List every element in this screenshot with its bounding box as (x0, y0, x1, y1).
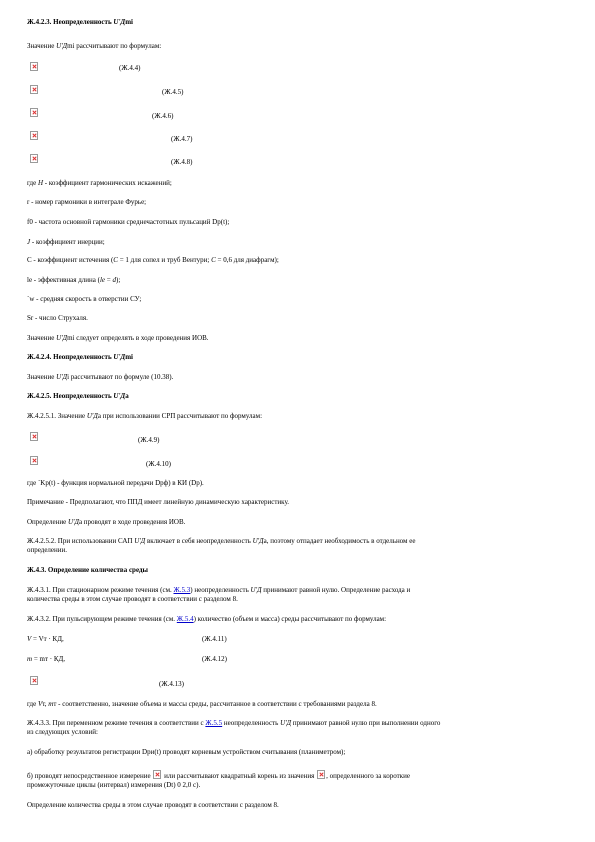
section-heading-zh424: Ж.4.2.4. Неопределенность U'Дmi (27, 353, 133, 361)
paragraph-formulas-intro: Значение U'Дmi рассчитывают по формулам: (27, 42, 162, 50)
broken-image-icon (30, 456, 38, 465)
equation-number: (Ж.4.4) (119, 64, 141, 72)
equation-number: (Ж.4.9) (138, 436, 160, 444)
paragraph-determination-a: Определение U'Дa проводят в ходе проведения ИОВ. (27, 518, 186, 526)
equation-number: (Ж.4.7) (171, 135, 193, 143)
paragraph-formula-1038: Значение U'Дi рассчитывают по формуле (10.38). (27, 373, 174, 381)
broken-image-icon (30, 432, 38, 441)
broken-image-icon (153, 770, 161, 779)
paragraph-vm-definition: где Vт, mт - соответственно, значение объема и массы среды, рассчитанное в соответствии с требованиями раздела 8. (27, 700, 377, 708)
broken-image-icon (30, 131, 38, 140)
broken-image-icon (317, 770, 325, 779)
equation-number: (Ж.4.11) (202, 635, 227, 643)
list-item-b: б) проводят непосредственное измерение или рассчитывают квадратный корень из значения , определенного за короткие (27, 772, 410, 780)
formula-volume: V = Vт · КД, (27, 635, 64, 643)
paragraph-zh4251: Ж.4.2.5.1. Значение U'Дa при использовании СРП рассчитывают по формулам: (27, 412, 263, 420)
section-heading-zh423: Ж.4.2.3. Неопределенность U'Дmi (27, 18, 133, 26)
broken-image-icon (30, 85, 38, 94)
paragraph-zh4252: Ж.4.2.5.2. При использовании САП U'Д включает в себя неопределенность U'Дa, поэтому отпадает необходимость в отдельном ее (27, 537, 416, 545)
link-zh54[interactable]: Ж.5.4 (176, 615, 194, 623)
definition-C: C - коэффициент истечения (C = 1 для сопел и труб Вентури; C = 0,6 для диафрагм); (27, 256, 279, 264)
paragraph-zh431-cont: количества среды в этом случае проводят в соответствии с разделом 8. (27, 595, 238, 603)
equation-number: (Ж.4.5) (162, 88, 184, 96)
paragraph-zh431: Ж.4.3.1. При стационарном режиме течения (см. Ж.5.3) неопределенность U'Д принимают равной нулю. Определение расхода и (27, 586, 411, 594)
list-item-a: а) обработку результатов регистрации Dpи(t) проводят корневым устройством считывания (планиметром); (27, 748, 346, 756)
equation-number: (Ж.4.12) (202, 655, 227, 663)
paragraph-zh4252-cont: определении. (27, 546, 68, 554)
definition-r: r - номер гармоники в интеграле Фурье; (27, 198, 147, 206)
broken-image-icon (30, 108, 38, 117)
broken-image-icon (30, 154, 38, 163)
link-zh53[interactable]: Ж.5.3 (173, 586, 191, 594)
link-zh55[interactable]: Ж.5.5 (205, 719, 223, 727)
definition-Sr: Sr - число Струхаля. (27, 314, 88, 322)
definition-w: `w - средняя скорость в отверстии СУ; (27, 295, 142, 303)
formula-mass: m = mт · КД, (27, 655, 66, 663)
definition-f0: f0 - частота основной гармоники среднечастотных пульсаций Dp(t); (27, 218, 230, 226)
paragraph-note: Примечание - Предполагают, что ППД имеет линейную динамическую характеристику. (27, 498, 290, 506)
paragraph-zh432: Ж.4.3.2. При пульсирующем режиме течения (см. Ж.5.4) количество (объем и масса) среды рассчитывают по формулам: (27, 615, 387, 623)
paragraph-last: Определение количества среды в этом случае проводят в соответствии с разделом 8. (27, 801, 279, 809)
list-item-b-cont: промежуточные циклы (интервал) измерения (Dt) 0 2,0 с). (27, 781, 201, 789)
equation-number: (Ж.4.13) (159, 680, 184, 688)
paragraph-uid-determination: Значение U'Дmi следует определять в ходе проведения ИОВ. (27, 334, 209, 342)
paragraph-kp-function: где `Kp(t) - функция нормальной передачи Dpф) в КИ (Dp). (27, 479, 204, 487)
paragraph-zh433-cont: из следующих условий: (27, 728, 98, 736)
paragraph-zh433: Ж.4.3.3. При переменном режиме течения в соответствии с Ж.5.5 неопределенность U'Д принимают равной нулю при выполнении одного (27, 719, 441, 727)
equation-number: (Ж.4.6) (152, 112, 174, 120)
definition-H: где H - коэффициент гармонических искажений; (27, 179, 172, 187)
equation-number: (Ж.4.10) (146, 460, 171, 468)
section-heading-zh43: Ж.4.3. Определение количества среды (27, 566, 148, 574)
equation-number: (Ж.4.8) (171, 158, 193, 166)
section-heading-zh425: Ж.4.2.5. Неопределенность U'Дa (27, 392, 129, 400)
broken-image-icon (30, 62, 38, 71)
definition-J: J - коэффициент инерции; (27, 238, 105, 246)
definition-le: le - эффективная длина (le = d); (27, 276, 121, 284)
broken-image-icon (30, 676, 38, 685)
